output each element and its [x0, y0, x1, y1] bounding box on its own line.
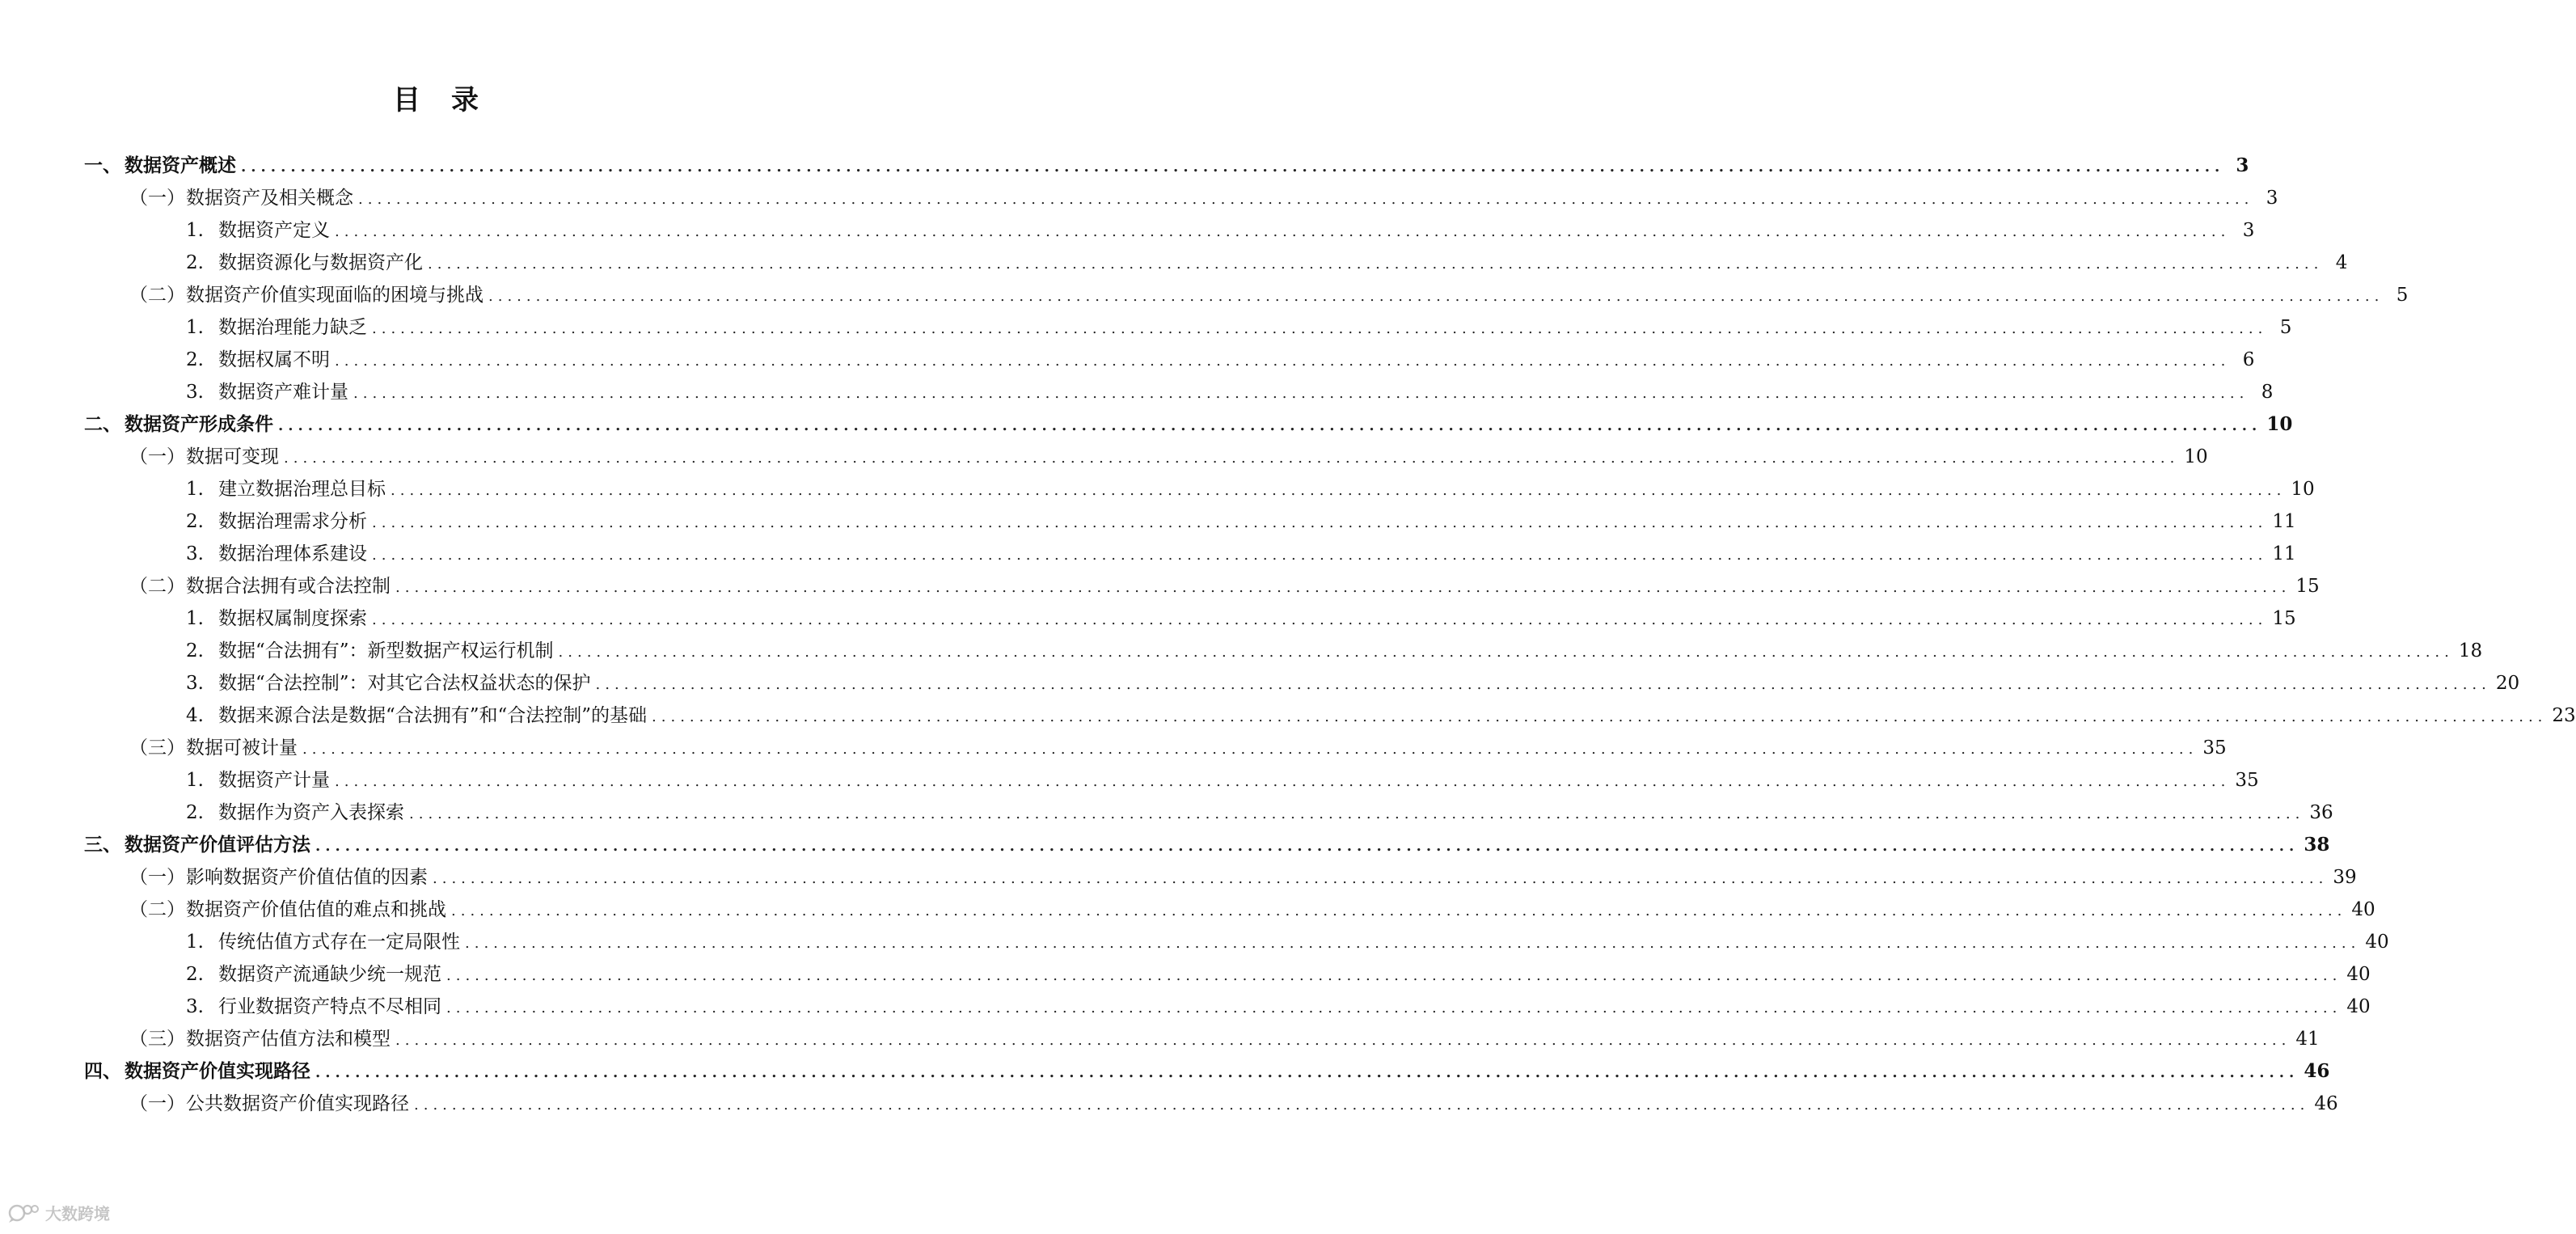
toc-page-number: 40	[2346, 964, 2371, 985]
toc-dot-leader: ........................................................................................................................................................................................................	[451, 902, 2347, 919]
toc-entry-title	[186, 764, 330, 797]
toc-entry[interactable]	[84, 408, 2293, 441]
toc-dot-leader: ........................................................................................................................................................................................................	[372, 547, 2268, 564]
toc-entry[interactable]	[84, 150, 2249, 182]
toc-dot-leader: ........................................................................................................................................................................................................	[558, 644, 2454, 661]
toc-entry-number: 2.	[186, 511, 204, 532]
toc-entry-title	[186, 344, 330, 376]
toc-dot-leader: ........................................................................................................................................................................................................	[446, 967, 2342, 984]
toc-dot-leader: ........................................................................................................................................................................................................	[372, 320, 2268, 337]
toc-dot-leader: ........................................................................................................................................................................................................	[372, 514, 2268, 531]
toc-entry-text: 数据权属制度探索	[218, 608, 367, 629]
toc-entry-text: 数据资产概述	[125, 154, 236, 176]
toc-entry[interactable]	[186, 473, 2315, 505]
toc-dot-leader: ........................................................................................................................................................................................................	[395, 579, 2291, 596]
toc-entry-text: 数据治理能力缺乏	[218, 317, 367, 338]
toc-entry-number: （一）	[129, 1093, 185, 1114]
toc-entry-title	[84, 150, 236, 182]
toc-entry-number: 2.	[186, 640, 204, 661]
toc-entry-text: 数据资产流通缺少统一规范	[218, 964, 441, 985]
toc-entry[interactable]	[129, 894, 2375, 926]
toc-entry-text: 数据资产定义	[218, 220, 330, 241]
toc-entry[interactable]	[186, 699, 2576, 732]
toc-page-number: 46	[2314, 1093, 2338, 1114]
toc-entry-number: （二）	[129, 285, 185, 306]
toc-entry-number: （三）	[129, 737, 185, 759]
toc-entry-number: 2.	[186, 349, 204, 370]
toc-entry-text: 数据权属不明	[218, 349, 330, 370]
toc-entry-text: 数据资源化与数据资产化	[218, 252, 423, 273]
toc-entry-text: 数据治理需求分析	[218, 511, 367, 532]
toc-entry[interactable]	[186, 344, 2255, 376]
toc-entry[interactable]	[129, 441, 2208, 473]
toc-entry-text: 数据资产及相关概念	[186, 188, 353, 209]
toc-dot-leader: ........................................................................................................................................................................................................	[278, 417, 2262, 434]
toc-page-number: 3	[2236, 154, 2249, 176]
toc-entry-title	[84, 1055, 310, 1088]
toc-entry-number: （二）	[129, 576, 185, 597]
toc-entry-text: 数据资产价值估值的难点和挑战	[186, 899, 446, 920]
toc-entry-text: 数据作为资产入表探索	[218, 802, 404, 823]
toc-entry-title	[186, 797, 404, 829]
toc-entry-title	[186, 376, 348, 408]
toc-entry-text: 数据资产形成条件	[125, 413, 273, 435]
toc-entry[interactable]	[84, 1055, 2330, 1088]
toc-page-number: 11	[2272, 543, 2296, 564]
toc-entry[interactable]	[129, 861, 2357, 894]
page-title: 目 录	[393, 84, 480, 116]
toc-entry-number: （二）	[129, 899, 185, 920]
toc-entry-title	[129, 279, 484, 311]
toc-entry-text: 公共数据资产价值实现路径	[186, 1093, 409, 1114]
toc-entry-text: 行业数据资产特点不尽相同	[218, 996, 441, 1017]
toc-entry-title	[129, 182, 353, 214]
toc-entry-number: （一）	[129, 446, 185, 467]
toc-entry[interactable]	[186, 926, 2389, 958]
toc-page-number: 40	[2346, 996, 2371, 1017]
toc-entry-number: 3.	[186, 996, 204, 1017]
toc-page-number: 15	[2295, 576, 2320, 597]
watermark	[8, 1201, 110, 1224]
toc-entry-number: （一）	[129, 867, 185, 888]
toc-entry-number: 1.	[186, 770, 204, 791]
toc-dot-leader: ........................................................................................................................................................................................................	[372, 611, 2268, 628]
toc-dot-leader: ........................................................................................................................................................................................................	[409, 805, 2305, 822]
toc-dot-leader: ........................................................................................................................................................................................................	[414, 1097, 2310, 1114]
toc-entry-number: （一）	[129, 188, 185, 209]
toc-entry-text: 数据资产价值评估方法	[125, 834, 310, 856]
toc-entry[interactable]	[129, 279, 2409, 311]
toc-dot-leader: ........................................................................................................................................................................................................	[315, 838, 2299, 855]
toc-entry-number: 1.	[186, 479, 204, 500]
toc-page-number: 20	[2495, 673, 2520, 694]
toc-entry[interactable]	[186, 376, 2274, 408]
toc-entry-title	[186, 247, 423, 279]
toc-entry-text: 数据资产难计量	[218, 382, 348, 403]
toc-page-number: 6	[2242, 349, 2255, 370]
toc-entry[interactable]	[129, 570, 2320, 602]
bubble-logo-icon	[8, 1202, 40, 1223]
toc-page-number: 10	[2184, 446, 2208, 467]
toc-entry-title	[84, 408, 273, 441]
toc-entry-title	[186, 214, 330, 247]
toc-dot-leader: ........................................................................................................................................................................................................	[335, 773, 2231, 790]
toc-entry-title	[186, 635, 554, 667]
toc-entry-text: 数据资产价值实现路径	[125, 1060, 310, 1082]
toc-entry-number: 1.	[186, 317, 204, 338]
toc-page-number: 11	[2272, 511, 2296, 532]
toc-dot-leader: ........................................................................................................................................................................................................	[391, 482, 2287, 499]
toc-entry-title	[186, 538, 367, 570]
toc-entry-number: 2.	[186, 964, 204, 985]
toc-page-number: 40	[2351, 899, 2375, 920]
toc-page-number: 46	[2304, 1060, 2330, 1082]
toc-entry[interactable]	[186, 505, 2296, 538]
toc-entry-text: 传统估值方式存在一定局限性	[218, 932, 460, 953]
toc-entry-number: 1.	[186, 932, 204, 953]
toc-page-number: 40	[2365, 932, 2389, 953]
toc-entry-title	[129, 732, 298, 764]
toc-entry[interactable]	[129, 1088, 2338, 1120]
toc-entry[interactable]	[129, 182, 2278, 214]
toc-page-number: 41	[2295, 1029, 2320, 1050]
toc-page-number: 5	[2279, 317, 2292, 338]
toc-dot-leader: ........................................................................................................................................................................................................	[433, 870, 2329, 887]
toc-page-number: 3	[2242, 220, 2255, 241]
toc-entry-number: 一、	[84, 154, 121, 176]
toc-page-number: 10	[2266, 413, 2293, 435]
toc-entry-title	[186, 667, 591, 699]
toc-dot-leader: ........................................................................................................................................................................................................	[595, 676, 2491, 693]
toc-page-number: 5	[2396, 285, 2409, 306]
toc-entry-text: 数据可被计量	[186, 737, 298, 759]
toc-entry-number: 二、	[84, 413, 121, 435]
toc-entry-title	[129, 1023, 391, 1055]
toc-entry[interactable]	[186, 991, 2371, 1023]
toc-dot-leader: ........................................................................................................................................................................................................	[358, 191, 2254, 208]
toc-entry[interactable]	[186, 635, 2483, 667]
toc-dot-leader: ........................................................................................................................................................................................................	[284, 450, 2180, 467]
toc-page-number: 35	[2235, 770, 2259, 791]
toc-page-number: 10	[2291, 479, 2315, 500]
watermark-text: 大数跨境	[45, 1204, 110, 1223]
toc-entry-text: 数据“合法控制”：对其它合法权益状态的保护	[218, 673, 591, 694]
toc-entry[interactable]	[129, 1023, 2320, 1055]
toc-entry[interactable]	[186, 538, 2296, 570]
toc-page-number: 23	[2552, 705, 2576, 726]
toc-entry[interactable]	[186, 797, 2333, 829]
toc-entry-number: 3.	[186, 382, 204, 403]
toc-entry[interactable]	[186, 602, 2296, 635]
toc-entry[interactable]	[186, 958, 2371, 991]
toc-page-number: 39	[2333, 867, 2357, 888]
toc-entry-number: 1.	[186, 608, 204, 629]
toc-page-number: 3	[2266, 188, 2278, 209]
toc-entry-title	[186, 602, 367, 635]
toc-entry-title	[186, 505, 367, 538]
toc-page-number: 4	[2335, 252, 2348, 273]
toc-dot-leader: ........................................................................................................................................................................................................	[353, 385, 2249, 402]
toc-entry-title	[129, 861, 428, 894]
toc-entry[interactable]	[186, 764, 2259, 797]
toc-entry-text: 数据“合法拥有”：新型数据产权运行机制	[218, 640, 554, 661]
toc-entry-title	[129, 570, 391, 602]
toc-entry-number: 1.	[186, 220, 204, 241]
toc-dot-leader: ........................................................................................................................................................................................................	[335, 223, 2231, 240]
toc-entry-text: 数据合法拥有或合法控制	[186, 576, 391, 597]
toc-page-number: 35	[2202, 737, 2227, 759]
toc-entry[interactable]	[84, 829, 2330, 861]
toc-page-number: 36	[2309, 802, 2333, 823]
toc-entry-number: 四、	[84, 1060, 121, 1082]
toc-entry-title	[129, 894, 446, 926]
toc-entry-text: 数据资产计量	[218, 770, 330, 791]
toc-dot-leader: ........................................................................................................................................................................................................	[446, 999, 2342, 1016]
toc-entry-title	[186, 991, 441, 1023]
toc-entry-text: 影响数据资产价值估值的因素	[186, 867, 428, 888]
toc-dot-leader: ........................................................................................................................................................................................................	[652, 708, 2548, 725]
toc-entry-text: 数据可变现	[186, 446, 279, 467]
toc-entry-number: 3.	[186, 673, 204, 694]
toc-dot-leader: ........................................................................................................................................................................................................	[428, 256, 2324, 273]
toc-entry-title	[186, 699, 647, 732]
toc-dot-leader: ........................................................................................................................................................................................................	[395, 1032, 2291, 1049]
toc-dot-leader: ........................................................................................................................................................................................................	[488, 288, 2384, 305]
toc-entry[interactable]	[186, 311, 2292, 344]
toc-dot-leader: ........................................................................................................................................................................................................	[465, 935, 2361, 952]
toc-page-number: 8	[2261, 382, 2274, 403]
toc-entry-title	[186, 311, 367, 344]
toc-entry-number: 4.	[186, 705, 204, 726]
toc-dot-leader: ........................................................................................................................................................................................................	[302, 741, 2198, 758]
toc-page-number: 18	[2458, 640, 2483, 661]
toc-entry-title	[186, 926, 460, 958]
toc-page-number: 15	[2272, 608, 2296, 629]
toc-entry-text: 数据治理体系建设	[218, 543, 367, 564]
toc-entry-text: 数据资产估值方法和模型	[186, 1029, 391, 1050]
toc-dot-leader: ........................................................................................................................................................................................................	[241, 158, 2225, 175]
toc-entry-number: 2.	[186, 802, 204, 823]
toc-entry-title	[129, 1088, 409, 1120]
toc-entry-number: 2.	[186, 252, 204, 273]
toc-entry-title	[186, 473, 386, 505]
toc-entry-text: 数据资产价值实现面临的困境与挑战	[186, 285, 484, 306]
toc-entry-text: 数据来源合法是数据“合法拥有”和“合法控制”的基础	[218, 705, 648, 726]
toc-entry-title	[84, 829, 310, 861]
toc-dot-leader: ........................................................................................................................................................................................................	[335, 353, 2231, 370]
toc-entry[interactable]	[186, 214, 2255, 247]
toc-entry[interactable]	[129, 732, 2227, 764]
toc-page-number: 38	[2304, 834, 2330, 856]
toc-dot-leader: ........................................................................................................................................................................................................	[315, 1064, 2299, 1081]
toc-entry-text: 建立数据治理总目标	[218, 479, 386, 500]
toc-entry[interactable]	[186, 667, 2520, 699]
toc-entry-title	[186, 958, 441, 991]
toc-entry-title	[129, 441, 279, 473]
toc-entry-number: 三、	[84, 834, 121, 856]
toc-entry-number: （三）	[129, 1029, 185, 1050]
toc-entry[interactable]	[186, 247, 2348, 279]
toc-entry-number: 3.	[186, 543, 204, 564]
